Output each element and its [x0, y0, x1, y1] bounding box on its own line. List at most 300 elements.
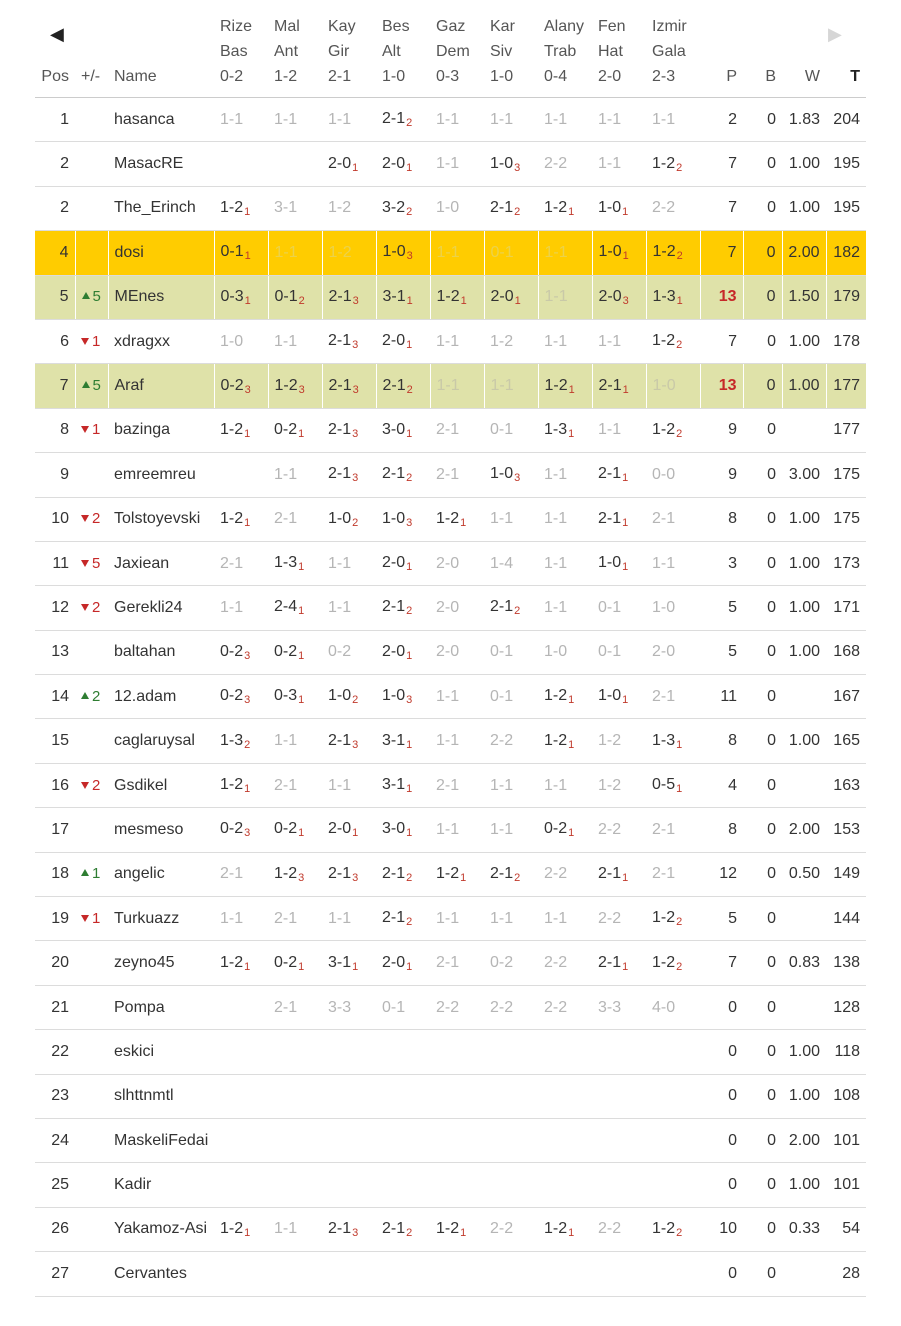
prediction-text: 2-2: [490, 732, 514, 750]
prediction-score: [220, 687, 251, 707]
prediction-cell: [430, 142, 484, 186]
prediction-cell: [484, 1163, 538, 1207]
match-header: [592, 14, 646, 98]
prediction-score: [544, 421, 574, 438]
table-row[interactable]: [35, 453, 866, 497]
position-cell: 19: [35, 897, 75, 941]
prediction-cell: [538, 1163, 592, 1207]
prediction-score: [436, 732, 459, 749]
table-row[interactable]: [35, 586, 866, 630]
prediction-cell: [322, 1118, 376, 1162]
prediction-score: [436, 688, 459, 705]
prediction-points: 3: [352, 427, 359, 440]
w-cell: [782, 897, 826, 941]
arrow-up-icon: [81, 869, 89, 876]
prediction-text: 2-1: [490, 598, 514, 616]
player-name[interactable]: Tolstoyevski: [108, 497, 214, 541]
prediction-points: 1: [406, 561, 413, 574]
prediction-cell: [214, 675, 268, 719]
prediction-points: 1: [622, 472, 629, 485]
rank-change-cell: [75, 364, 108, 408]
prediction-text: 0-2: [220, 687, 244, 705]
prediction-text: 2-1: [436, 465, 460, 483]
total-cell: 153: [826, 808, 866, 852]
bonus-cell: 0: [743, 808, 782, 852]
prediction-text: 1-1: [544, 465, 568, 483]
prediction-text: 1-1: [544, 554, 568, 572]
prediction-cell: [322, 275, 376, 319]
table-row[interactable]: [35, 275, 866, 319]
prediction-score: [652, 199, 675, 216]
prediction-cell: [646, 897, 700, 941]
prediction-cell: [268, 408, 322, 452]
prediction-text: 0-2: [274, 820, 298, 838]
prediction-cell: [592, 231, 646, 275]
prediction-cell: [538, 985, 592, 1029]
table-row[interactable]: [35, 541, 866, 585]
w-cell: [782, 408, 826, 452]
player-name[interactable]: Turkuazz: [108, 897, 214, 941]
prediction-text: 1-1: [436, 332, 460, 350]
prediction-cell: [376, 675, 430, 719]
total-cell: 163: [826, 763, 866, 807]
table-row[interactable]: [35, 98, 866, 142]
prediction-text: 1-2: [652, 154, 676, 172]
position-cell: 12: [35, 586, 75, 630]
points-cell: 7: [700, 186, 743, 230]
player-name[interactable]: Kadir: [108, 1163, 214, 1207]
match-header: [214, 14, 268, 98]
prediction-cell: [268, 1118, 322, 1162]
prediction-score: [274, 510, 297, 527]
player-name[interactable]: emreemreu: [108, 453, 214, 497]
prediction-score: [544, 1220, 574, 1237]
prediction-points: 2: [406, 472, 413, 485]
prediction-score: [490, 199, 520, 216]
prediction-score: [220, 776, 251, 796]
prediction-points: 3: [514, 161, 521, 174]
prediction-score: [490, 555, 513, 572]
prediction-cell: [322, 1252, 376, 1296]
prediction-text: 2-1: [436, 954, 460, 972]
table-row[interactable]: [35, 1252, 866, 1296]
player-name[interactable]: Pompa: [108, 985, 214, 1029]
table-row[interactable]: [35, 142, 866, 186]
table-row[interactable]: [35, 186, 866, 230]
prediction-text: 1-1: [544, 510, 568, 528]
prediction-text: 3-1: [274, 199, 298, 217]
prediction-cell: [376, 275, 430, 319]
prediction-cell: [484, 1252, 538, 1296]
position-cell: 6: [35, 319, 75, 363]
rank-change-cell: [75, 1118, 108, 1162]
prediction-points: 1: [622, 694, 629, 707]
prediction-points: 2: [676, 1226, 683, 1239]
prediction-text: 1-3: [274, 554, 298, 572]
prediction-cell: [214, 763, 268, 807]
table-row[interactable]: [35, 763, 866, 807]
w-cell: 1.00: [782, 319, 826, 363]
prediction-score: [652, 821, 675, 838]
prediction-score: [652, 865, 675, 882]
position-cell: 2: [35, 186, 75, 230]
prediction-text: 3-3: [328, 998, 352, 1016]
prediction-text: 1-2: [598, 776, 622, 794]
rank-change-cell: [75, 897, 108, 941]
prediction-score: [652, 421, 682, 438]
prediction-points: 1: [568, 694, 575, 707]
match-header-away: Trab: [544, 43, 577, 60]
prediction-cell: [268, 1030, 322, 1074]
prediction-score: [436, 421, 459, 438]
player-name[interactable]: MaskeliFedai: [108, 1118, 214, 1162]
player-name[interactable]: zeyno45: [108, 941, 214, 985]
w-cell: [782, 763, 826, 807]
prediction-text: 1-2: [598, 732, 622, 750]
bonus-cell: 0: [743, 1163, 782, 1207]
prediction-points: 1: [406, 161, 413, 174]
match-header-home: Rize: [220, 18, 253, 35]
match-header-home: Gaz: [436, 18, 466, 35]
rank-change-value: 5: [92, 377, 101, 395]
player-name[interactable]: MEnes: [108, 275, 214, 319]
table-row[interactable]: [35, 319, 866, 363]
prediction-cell: [268, 675, 322, 719]
prediction-text: 1-1: [544, 909, 568, 927]
rank-change-value: 1: [92, 909, 101, 927]
prediction-text: 1-1: [490, 909, 514, 927]
prediction-score: [274, 554, 305, 574]
prediction-text: 2-0: [328, 820, 352, 838]
prediction-score: [436, 865, 466, 882]
prediction-cell: [430, 852, 484, 896]
prediction-cell: [322, 897, 376, 941]
prediction-cell: [484, 142, 538, 186]
prediction-cell: [538, 719, 592, 763]
prediction-score: [382, 199, 412, 216]
prediction-points: 3: [244, 694, 251, 707]
bonus-cell: 0: [743, 497, 782, 541]
prediction-text: 1-0: [490, 465, 514, 483]
rank-change-cell: [75, 231, 108, 275]
standings-body: [35, 98, 866, 1297]
prediction-text: 2-1: [220, 554, 244, 572]
prediction-points: 1: [244, 960, 251, 973]
prediction-score: [274, 643, 304, 660]
prediction-score: [598, 865, 628, 882]
rank-change-cell: [75, 453, 108, 497]
table-row[interactable]: [35, 852, 866, 896]
prediction-cell: [484, 453, 538, 497]
prediction-text: 0-3: [220, 287, 244, 305]
bonus-cell: 0: [743, 630, 782, 674]
prediction-text: 0-2: [220, 642, 244, 660]
player-name[interactable]: 12.adam: [108, 675, 214, 719]
prediction-cell: [376, 186, 430, 230]
player-name[interactable]: dosi: [108, 231, 214, 275]
prediction-cell: [484, 675, 538, 719]
w-cell: 1.00: [782, 364, 826, 408]
prediction-text: 1-0: [328, 687, 352, 705]
prediction-cell: [214, 98, 268, 142]
prediction-score: [382, 465, 413, 485]
prediction-cell: [376, 763, 430, 807]
table-row[interactable]: [35, 497, 866, 541]
position-cell: 8: [35, 408, 75, 452]
table-row[interactable]: [35, 808, 866, 852]
prediction-text: 1-1: [598, 155, 622, 173]
prediction-text: 2-1: [652, 820, 676, 838]
prediction-cell: [484, 319, 538, 363]
rank-change-value: 1: [92, 332, 101, 350]
table-row[interactable]: [35, 675, 866, 719]
prediction-cell: [214, 364, 268, 408]
prediction-text: 0-5: [652, 776, 676, 794]
col-pos-header: Pos: [35, 14, 75, 98]
player-name[interactable]: bazinga: [108, 408, 214, 452]
prediction-cell: [322, 453, 376, 497]
player-name[interactable]: eskici: [108, 1030, 214, 1074]
points-cell: 13: [700, 275, 743, 319]
table-row[interactable]: [35, 719, 866, 763]
prediction-text: 1-1: [328, 776, 352, 794]
prediction-cell: [646, 1252, 700, 1296]
prediction-points: 1: [622, 960, 629, 973]
prediction-cell: [592, 808, 646, 852]
prediction-points: 1: [406, 649, 413, 662]
player-name[interactable]: Yakamoz-Asi: [108, 1207, 214, 1251]
prediction-score: [329, 377, 359, 394]
col-w-header: W: [782, 14, 826, 98]
prediction-cell: [430, 941, 484, 985]
prediction-points: 3: [244, 827, 251, 840]
prediction-score: [220, 599, 243, 616]
match-header: [376, 14, 430, 98]
prev-arrow-icon[interactable]: ◀: [50, 24, 64, 44]
prediction-text: 2-1: [328, 465, 352, 483]
prediction-text: 1-0: [490, 154, 514, 172]
prediction-cell: [214, 1252, 268, 1296]
prediction-cell: [646, 142, 700, 186]
table-row[interactable]: [35, 1207, 866, 1251]
player-name[interactable]: Gsdikel: [108, 763, 214, 807]
prediction-text: 0-1: [490, 643, 514, 661]
table-row[interactable]: [35, 364, 866, 408]
prediction-score: [491, 288, 521, 305]
player-name[interactable]: Araf: [108, 364, 214, 408]
player-name[interactable]: xdragxx: [108, 319, 214, 363]
player-name[interactable]: baltahan: [108, 630, 214, 674]
prediction-cell: [376, 408, 430, 452]
arrow-down-icon: [81, 915, 89, 922]
prediction-cell: [538, 231, 592, 275]
total-cell: 175: [826, 497, 866, 541]
prediction-text: 1-2: [220, 420, 244, 438]
prediction-points: 2: [676, 427, 683, 440]
rank-change-cell: [75, 98, 108, 142]
prediction-cell: [538, 541, 592, 585]
player-name[interactable]: Gerekli24: [108, 586, 214, 630]
prediction-text: 2-1: [382, 909, 406, 927]
prediction-cell: [592, 1163, 646, 1207]
prediction-text: 2-2: [544, 954, 568, 972]
prediction-score: [598, 111, 621, 128]
position-cell: 9: [35, 453, 75, 497]
prediction-score: [490, 777, 513, 794]
table-row[interactable]: [35, 897, 866, 941]
position-cell: 13: [35, 630, 75, 674]
table-row[interactable]: [35, 985, 866, 1029]
prediction-text: 1-2: [652, 243, 676, 261]
match-header-home: Mal: [274, 18, 300, 35]
rank-change-cell: [75, 675, 108, 719]
total-cell: 179: [826, 275, 866, 319]
prediction-points: 1: [406, 783, 413, 796]
prediction-score: [274, 954, 304, 971]
prediction-cell: [484, 541, 538, 585]
prediction-text: 2-1: [382, 1219, 406, 1237]
prediction-score: [544, 111, 567, 128]
player-name[interactable]: angelic: [108, 852, 214, 896]
player-name[interactable]: Jaxiean: [108, 541, 214, 585]
prediction-text: 1-1: [436, 243, 460, 261]
player-name[interactable]: The_Erinch: [108, 186, 214, 230]
prediction-cell: [538, 630, 592, 674]
player-name[interactable]: caglaruysal: [108, 719, 214, 763]
player-name[interactable]: hasanca: [108, 98, 214, 142]
prediction-points: 3: [298, 871, 305, 884]
w-cell: 1.50: [782, 275, 826, 319]
prediction-text: 2-1: [598, 509, 622, 527]
prediction-score: [544, 777, 567, 794]
rank-change-cell: [75, 941, 108, 985]
prediction-cell: [376, 98, 430, 142]
prediction-cell: [538, 319, 592, 363]
rank-change-cell: [75, 186, 108, 230]
prediction-cell: [592, 98, 646, 142]
prediction-cell: [214, 897, 268, 941]
prediction-text: 2-2: [544, 998, 568, 1016]
prediction-score: [274, 999, 297, 1016]
rank-change-value: 2: [92, 687, 101, 705]
prediction-cell: [268, 186, 322, 230]
w-cell: [782, 985, 826, 1029]
match-header-away: Alt: [382, 43, 401, 60]
table-row[interactable]: [35, 1163, 866, 1207]
points-cell: 10: [700, 1207, 743, 1251]
prediction-text: 1-1: [220, 909, 244, 927]
prediction-points: 1: [352, 161, 359, 174]
prediction-score: [598, 333, 621, 350]
prediction-cell: [268, 453, 322, 497]
prediction-score: [274, 910, 297, 927]
prediction-score: [328, 777, 351, 794]
prediction-points: 1: [244, 783, 251, 796]
table-row[interactable]: [35, 941, 866, 985]
prediction-score: [274, 598, 305, 618]
player-name[interactable]: mesmeso: [108, 808, 214, 852]
player-name[interactable]: slhttnmtl: [108, 1074, 214, 1118]
prediction-score: [383, 377, 413, 394]
total-cell: 177: [826, 408, 866, 452]
prediction-cell: [322, 319, 376, 363]
prediction-score: [220, 1220, 250, 1237]
prediction-score: [544, 599, 567, 616]
prediction-text: 1-1: [490, 776, 514, 794]
prediction-cell: [646, 319, 700, 363]
prediction-cell: [376, 630, 430, 674]
prediction-cell: [268, 497, 322, 541]
w-cell: 1.00: [782, 719, 826, 763]
w-cell: 0.83: [782, 941, 826, 985]
prediction-score: [382, 954, 412, 971]
points-cell: 7: [700, 231, 743, 275]
prediction-points: 1: [622, 250, 629, 263]
prediction-text: 0-1: [382, 998, 406, 1016]
player-name[interactable]: Cervantes: [108, 1252, 214, 1296]
prediction-text: 2-2: [598, 820, 622, 838]
prediction-cell: [592, 852, 646, 896]
prediction-cell: [484, 1207, 538, 1251]
prediction-points: 3: [352, 383, 359, 396]
prediction-text: 4-0: [652, 998, 676, 1016]
position-cell: 1: [35, 98, 75, 142]
rank-change-cell: [75, 719, 108, 763]
prediction-score: [382, 776, 413, 796]
prediction-points: 1: [460, 871, 467, 884]
prediction-cell: [646, 586, 700, 630]
prediction-points: 1: [352, 827, 359, 840]
prediction-score: [220, 199, 250, 216]
bonus-cell: 0: [743, 319, 782, 363]
prediction-text: 1-0: [544, 643, 568, 661]
rank-change-cell: [75, 1074, 108, 1118]
table-row[interactable]: [35, 231, 866, 275]
prediction-text: 1-2: [652, 1219, 676, 1237]
player-name[interactable]: MasacRE: [108, 142, 214, 186]
prediction-text: 2-1: [274, 909, 298, 927]
table-row[interactable]: [35, 1118, 866, 1162]
prediction-score: [598, 155, 621, 172]
prediction-score: [275, 244, 298, 261]
prediction-text: 1-2: [274, 376, 298, 394]
points-cell: 2: [700, 98, 743, 142]
prediction-score: [544, 555, 567, 572]
arrow-up-icon: [82, 292, 90, 299]
prediction-text: 1-1: [328, 598, 352, 616]
table-row[interactable]: [35, 1030, 866, 1074]
table-row[interactable]: [35, 1074, 866, 1118]
prediction-text: 2-1: [328, 731, 352, 749]
prediction-cell: [430, 1074, 484, 1118]
prediction-text: 2-1: [328, 1219, 352, 1237]
prediction-text: 1-0: [598, 198, 622, 216]
prediction-score: [436, 643, 459, 660]
prediction-cell: [646, 1207, 700, 1251]
table-row[interactable]: [35, 630, 866, 674]
table-row[interactable]: [35, 408, 866, 452]
prediction-points: 3: [298, 383, 305, 396]
prediction-score: [544, 643, 567, 660]
col-t-header: T: [826, 14, 866, 98]
position-cell: 2: [35, 142, 75, 186]
prediction-cell: [322, 541, 376, 585]
prediction-text: 1-2: [220, 198, 244, 216]
prediction-score: [598, 954, 628, 971]
prediction-text: 0-2: [274, 420, 298, 438]
prediction-score: [598, 687, 629, 707]
prediction-text: 1-1: [544, 598, 568, 616]
